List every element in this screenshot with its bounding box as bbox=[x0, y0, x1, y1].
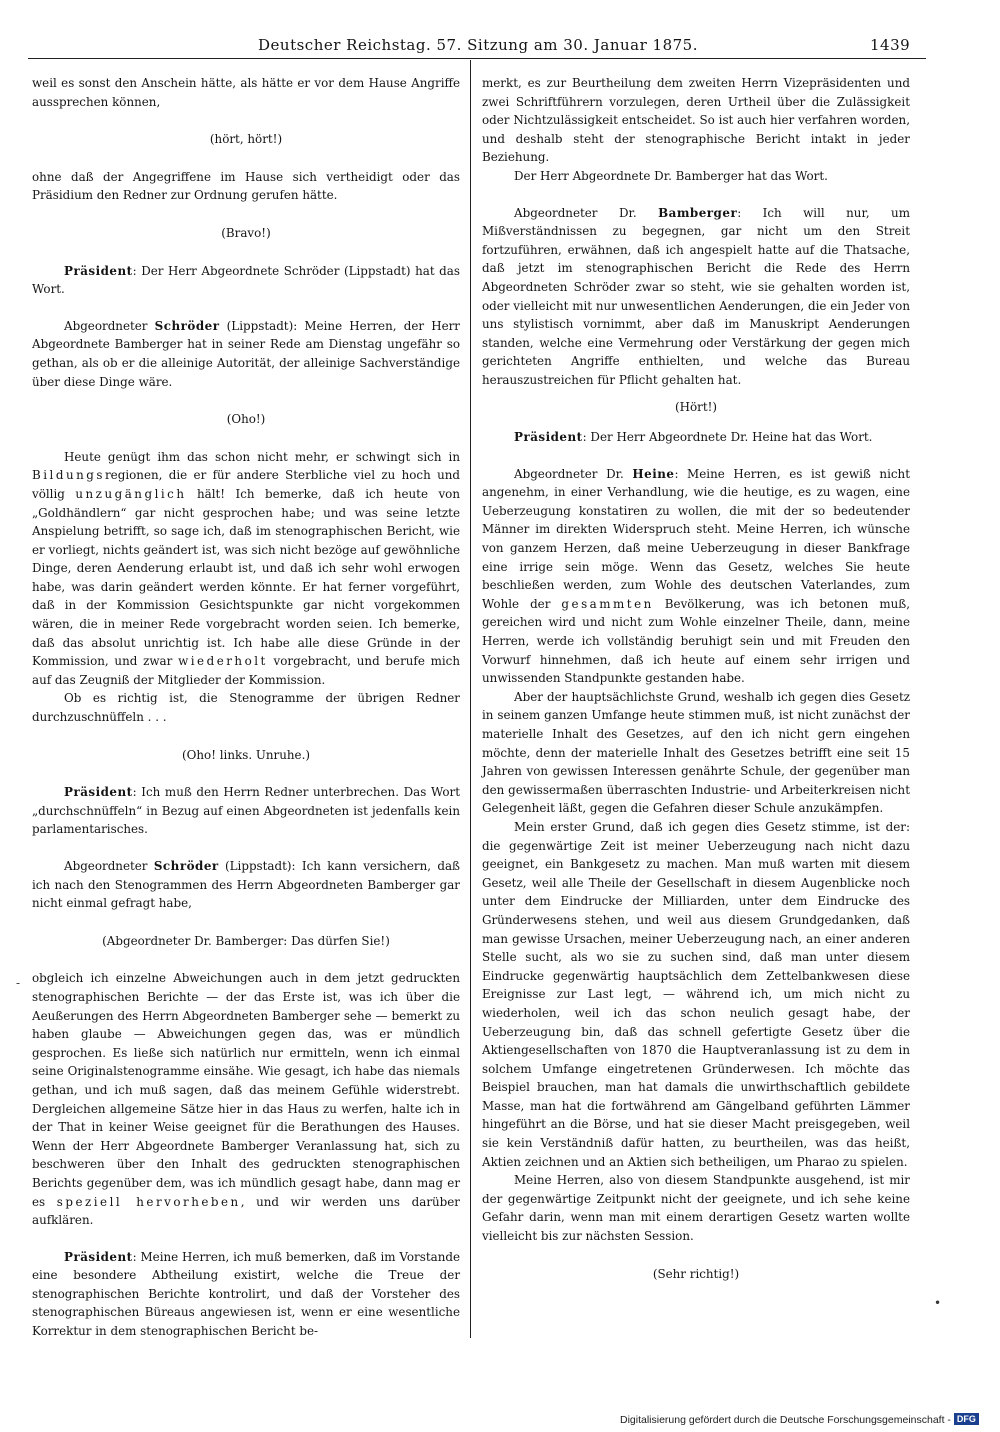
spaced-emphasis: unzugänglich bbox=[75, 486, 187, 501]
paragraph: Ob es richtig ist, die Stenogramme der übrigen Redner durchzuschnüffeln . . . bbox=[32, 691, 460, 725]
speech-heine: Abgeordneter Dr. Heine: Meine Herren, es ist gewiß nicht angenehm, in einer Verhandlung, wie die heutige, es zu wagen, eine Ueberzeugung konstatiren zu wollen, die mit der so bedeutender Männer im direkten Widerspruch steht. Meine Herren, ich wünsche von ganzem Herzen, daß meine Ueberzeugung in dieser Bankfrage eine irrige sein möge. Wenn das Gesetz, welches Sie heute beschließen werden, zum Wohle des deutschen Vaterlandes, zum Wohle der gesammten Bevölkerung, was ich betonen muß, gereichen wird und nicht zum Wohle einzelner Theile, dann, meine Herren, werde ich vollständig beruhigt sein und mit Freuden den Vorwurf hinnehmen, daß ich heute auf einem sehr irrigen und unwissenden Standpunkte gestanden habe. bbox=[482, 466, 910, 686]
speech-president: Präsident: Der Herr Abgeordnete Schröder (Lippstadt) hat das Wort. bbox=[32, 263, 460, 297]
paragraph: Aber der hauptsächlichste Grund, weshalb ich gegen dies Gesetz in seinem ganzen Umfange heute stimmen muß, ist nicht zunächst der materielle Inhalt des Gesetzes, auf den ich nicht gern eingehen möchte, denn der materielle Inhalt des Gesetzes betrifft eine seit 15 Jahren von gewissen Interessen genährte Schule, der gegenüber man den gewissermaßen überraschten Industrie- und Arbeiterkreisen nicht Gelegenheit läßt, gegen die Gefahren dieser Schule anzukämpfen. bbox=[482, 689, 910, 816]
footer-credit: Digitalisierung gefördert durch die Deutsche Forschungsgemeinschaft - DFG bbox=[620, 1413, 979, 1426]
spaced-emphasis: speziell hervorheben bbox=[56, 1194, 241, 1209]
running-title: Deutscher Reichstag. 57. Sitzung am 30. Januar 1875. bbox=[258, 36, 698, 54]
interjection: (Sehr richtig!) bbox=[652, 1266, 740, 1281]
paragraph: Meine Herren, also von diesem Standpunkte ausgehend, ist mir der gegenwärtige Zeitpunkt nicht der geeignete, und ich sehe keine Gefahr darin, wenn man mit einem derartigen Gesetz warten wollte vielleicht bis zur nächsten Session. bbox=[482, 1173, 910, 1244]
margin-mark: • bbox=[934, 1296, 942, 1310]
spaced-emphasis: Bildungs bbox=[32, 468, 105, 483]
speaker-name: Präsident bbox=[64, 263, 133, 278]
spaced-emphasis: gesammten bbox=[561, 596, 654, 611]
paragraph: obgleich ich einzelne Abweichungen auch in dem jetzt gedruckten stenographischen Berichte — der das Erste ist, was ich über die Aeußerungen des Herrn Abgeordneten Bamberger sehe — bemerkt zu haben glaube — Abweichungen gegen das, was er mündlich gesprochen. Es ließe sich natürlich nur ermitteln, wenn ich einmal seine Originalstenogramme einsähe. Wie gesagt, ich habe das niemals gethan, und ich muß sagen, daß das meinem Gefühle widerstrebt. Dergleichen allgemeine Sätze hier in das Haus zu werfen, halte ich in der That in keiner Weise geeignet für die Berathungen des Hauses. Wenn der Herr Abgeordnete Bamberger Veranlassung hat, sich zu beschweren über den Inhalt des gedruckten stenographischen Berichts gegenüber dem, was ich mündlich gesagt habe, dann mag er es speziell hervorheben, und wir werden uns darüber aufklären. bbox=[32, 971, 460, 1228]
paragraph: Mein erster Grund, daß ich gegen dies Gesetz stimme, ist der: die gegenwärtige Zeit ist meiner Ueberzeugung nach nicht dazu geeignet, ein Bankgesetz zu machen. Man muß warten mit diesem Gesetz, weil alle Theile der Gesellschaft in diesem Augenblicke noch unter dem Eindrucke der Milliarden, unter dem Eindrucke des Gründerwesens stehen, und weil aus diesem Grundgedanken, daß man gewisse Ursachen, meiner Ueberzeugung nach, an einer anderen Stelle sucht, als wo sie zu suchen sind, daß man unter diesem Eindrucke gegenwärtig hauptsächlich dem Zettelbankwesen diese Ereignisse zur Last legt, — während ich, um mich nicht zu wiederholen, weil ich das schon neulich gesagt habe, der Ueberzeugung bin, daß das schnell gefertigte Gesetz über die Aktiengesellschaften von 1870 die Hauptveranlassung ist zu dem in solchem Umfange eingetretenen Gründerwesen. Ich möchte das Beispiel brauchen, man hat damals die unwirthschaftlich gebildete Masse, man hat die fortwährend am Gängelband geführten Lämmer hingeführt an die Börse, und hat sie dieser Macht preisgegeben, weil sie kein Verständniß dafür hatten, zu beurtheilen, was das heißt, Aktien zeichnen und an Aktien sich betheiligen, um Pharao zu spielen. bbox=[482, 819, 910, 1169]
speech-president: Präsident: Ich muß den Herrn Redner unterbrechen. Das Wort „durchschnüffeln“ in Bezug auf einen Abgeordneten ist jedenfalls kein parlamentarisches. bbox=[32, 785, 460, 837]
speaker-name: Präsident bbox=[64, 1249, 133, 1264]
paragraph: ohne daß der Angegriffene im Hause sich vertheidigt oder das Präsidium den Redner zur Ordnung gerufen hätte. bbox=[32, 169, 460, 203]
speaker-name: Schröder bbox=[154, 318, 220, 333]
paragraph: weil es sonst den Anschein hätte, als hätte er vor dem Hause Angriffe aussprechen können, bbox=[32, 76, 460, 109]
page-header bbox=[0, 36, 1000, 58]
interjection: (Bravo!) bbox=[221, 225, 271, 240]
column-divider bbox=[470, 60, 471, 1338]
speaker-name: Heine bbox=[632, 466, 675, 481]
dfg-logo: DFG bbox=[954, 1413, 979, 1425]
speaker-name: Bamberger bbox=[658, 205, 738, 220]
paragraph: Heute genügt ihm das schon nicht mehr, er schwingt sich in Bildungsregionen, die er für andere Sterbliche viel zu hoch und völlig unzugänglich hält! Ich bemerke, daß ich heute von „Goldhändlern“ gar nicht gesprochen habe; und was seine letzte Anspielung betrifft, so sage ich, daß im stenographischen Bericht, wie er vorliegt, nichts geändert ist, was sich nicht bezöge auf gewöhnliche Dinge, deren Aenderung erlaubt ist, und daß ich sehr wohl erwogen habe, was darin geändert werden könnte. Er hat ferner vorgeführt, daß in der Kommission Gesichtspunkte gar nicht vorgekommen wären, die in meiner Rede vorgebracht worden seien. Ich bemerke, daß das absolut unrichtig ist. Ich habe alle diese Gründe in der Kommission, und zwar wiederholt vorgebracht, und berufe mich auf das Zeugniß der Mitglieder der Kommission. bbox=[32, 449, 461, 687]
paragraph: merkt, es zur Beurtheilung dem zweiten Herrn Vizepräsidenten und zwei Schriftführern vorzulegen, deren Urtheil über die Zulässigkeit oder Nichtzulässigkeit entscheidet. So ist auch hier verfahren worden, und deshalb steht der stenographische Bericht intakt in jeder Beziehung. bbox=[482, 76, 910, 165]
interjection: (Abgeordneter Dr. Bamberger: Das dürfen Sie!) bbox=[102, 933, 390, 948]
header-rule bbox=[28, 58, 926, 59]
interjection: (Oho! links. Unruhe.) bbox=[181, 747, 311, 762]
speech-schroeder: Abgeordneter Schröder (Lippstadt): Ich kann versichern, daß ich nach den Stenogrammen des Herrn Abgeordneten Bamberger gar nicht einmal gefragt habe, bbox=[32, 859, 460, 911]
right-column bbox=[482, 74, 910, 1302]
speech-bamberger: Abgeordneter Dr. Bamberger: Ich will nur, um Mißverständnissen zu begegnen, gar nicht um den Streit fortzuführen, erwähnen, daß ich angespielt hatte auf die Thatsache, daß jetzt im stenographischen Bericht die Rede des Herrn Abgeordneten Schröder zwar so steht, wie sie gehalten worden ist, oder vielleicht mit nur unwesentlichen Aenderungen, die ein Jeder von uns stylistisch vornimmt, aber daß im Manuskript Aenderungen standen, welche eine Vermehrung oder Verstärkung der gegen mich gerichteten Angriffe enthielten, und welche das Bureau herauszustreichen für Pflicht gehalten hat. bbox=[482, 205, 910, 387]
left-column bbox=[32, 74, 460, 1341]
speaker-name: Präsident bbox=[514, 430, 583, 445]
speech-president: Präsident: Meine Herren, ich muß bemerken, daß im Vorstande eine besondere Abtheilung existirt, welche die Treue der stenographischen Berichte kontrolirt, und daß der Vorsteher des stenographischen Büreaus angewiesen ist, wenn er eine wesentliche Korrektur in dem stenographischen Bericht be- bbox=[32, 1249, 460, 1339]
interjection: (Oho!) bbox=[226, 412, 266, 427]
interjection: (Hört!) bbox=[674, 399, 718, 414]
speaker-name: Schröder bbox=[153, 859, 219, 873]
speaker-name: Präsident bbox=[64, 785, 133, 800]
spaced-emphasis: wiederholt bbox=[178, 654, 268, 669]
paragraph: Der Herr Abgeordnete Dr. Bamberger hat das Wort. bbox=[514, 168, 828, 183]
speech-schroeder: Abgeordneter Schröder (Lippstadt): Meine Herren, der Herr Abgeordnete Bamberger hat in seiner Rede am Dienstag ungefähr so gethan, als ob er die alleinige Autorität, der alleinige Sachverständige über diese Dinge wäre. bbox=[32, 318, 460, 389]
margin-mark: - bbox=[16, 976, 21, 990]
page-number: 1439 bbox=[870, 36, 911, 54]
interjection: (hört, hört!) bbox=[209, 132, 283, 147]
speech-president: Präsident: Der Herr Abgeordnete Dr. Heine hat das Wort. bbox=[514, 430, 873, 445]
